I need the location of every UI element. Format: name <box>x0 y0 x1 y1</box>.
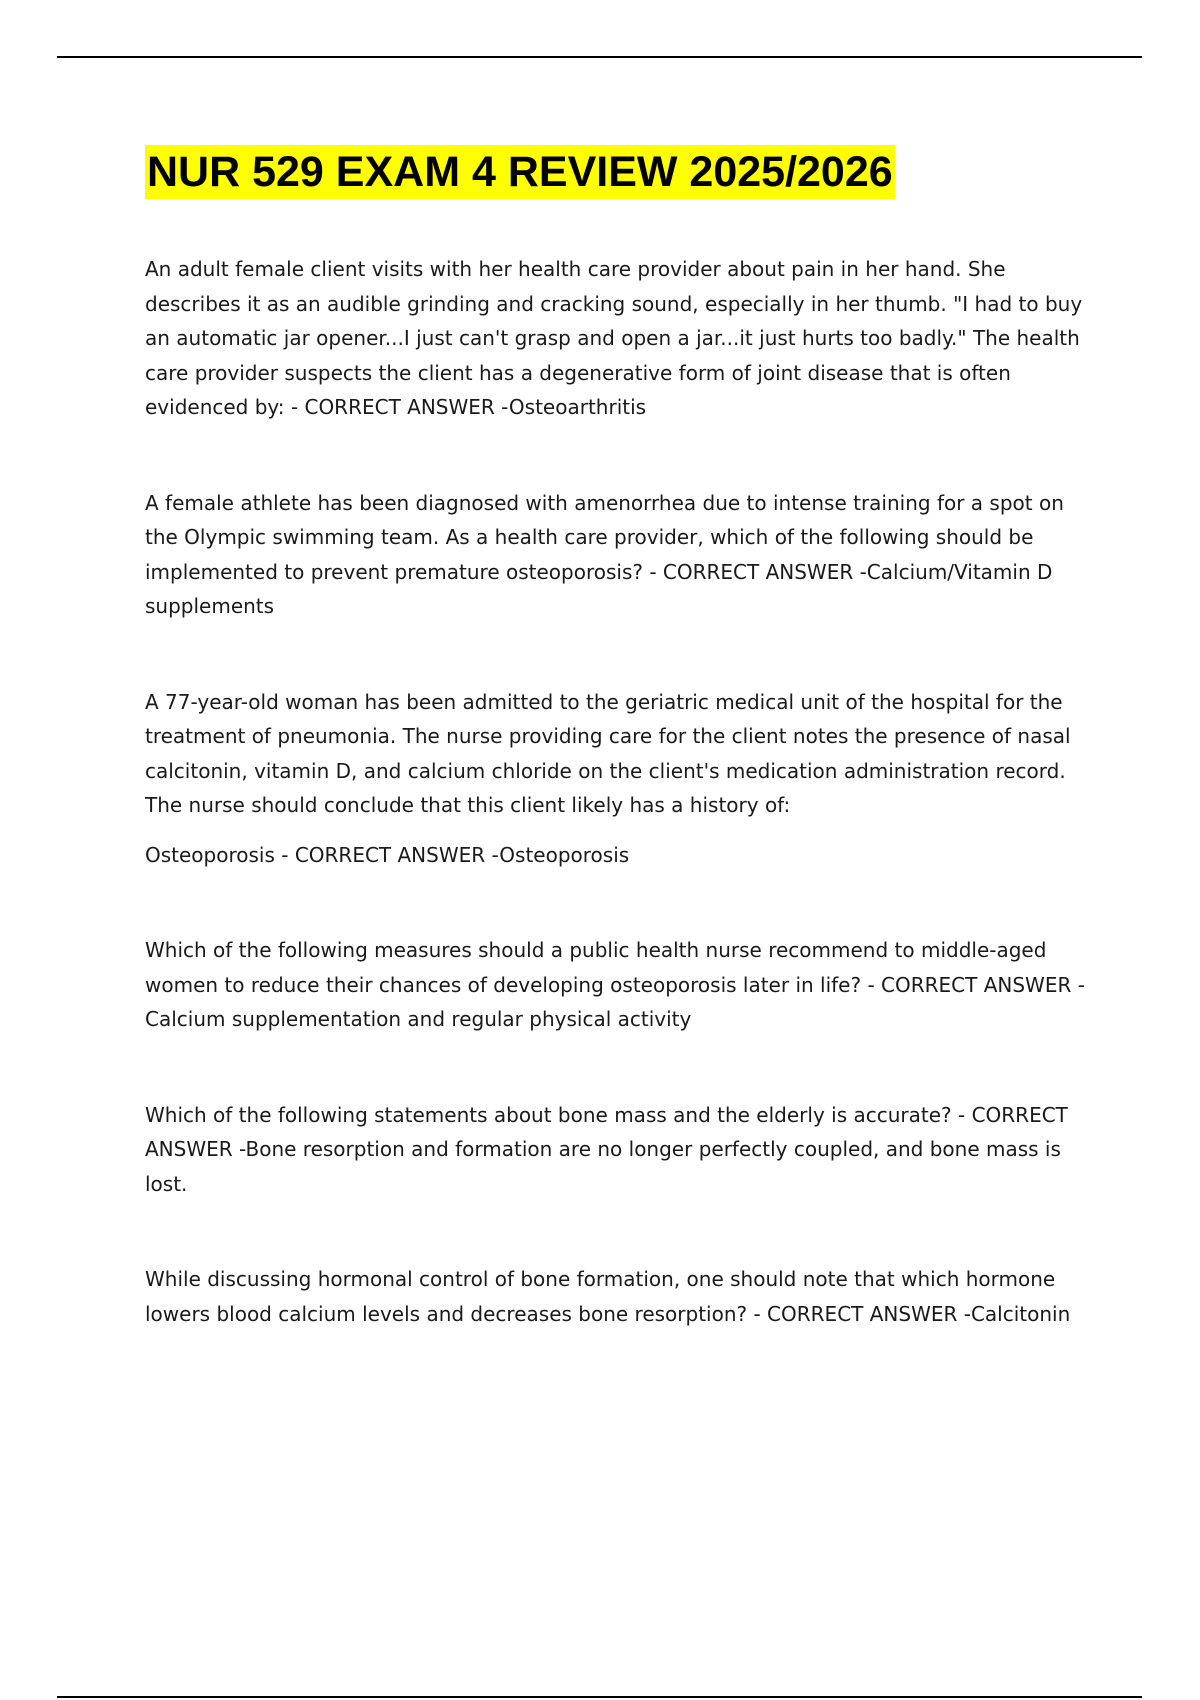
qa-text: An adult female client visits with her health care provider about pain in her hand. She describes it as an audible grinding and cracking sound, especially in her thumb. "I had to buy an automatic jar opener...I just can't grasp and open a jar...it just hurts too badly." The health care provider suspects the client has a degenerative form of joint disease that is often evidenced by: - CORRECT ANSWER -Osteoarthritis <box>145 257 1083 419</box>
qa-item <box>145 1262 1100 1331</box>
qa-text: A female athlete has been diagnosed with amenorrhea due to intense training for a spot on the Olympic swimming team. As a health care provider, which of the following should be implemented to prevent premature osteoporosis? - CORRECT ANSWER -Calcium/Vitamin D supplements <box>145 490 1064 618</box>
qa-text: While discussing hormonal control of bone formation, one should note that which hormone lowers blood calcium levels and decreases bone resorption? - CORRECT ANSWER -Calcitonin <box>145 1267 1071 1326</box>
qa-item <box>145 1098 1100 1202</box>
qa-item <box>145 685 1100 873</box>
qa-item <box>145 933 1100 1037</box>
qa-text: Which of the following measures should a public health nurse recommend to middle-aged women to reduce their chances of developing osteoporosis later in life? - CORRECT ANSWER - Calcium supplementation and regular physical activity <box>145 938 1085 1031</box>
top-rule <box>57 56 1142 58</box>
qa-text: Which of the following statements about bone mass and the elderly is accurate? - CORRECT ANSWER -Bone resorption and formation are no longer perfectly coupled, and bone mass is lost. <box>145 1102 1068 1196</box>
title-block <box>145 145 895 199</box>
bottom-rule <box>57 1696 1142 1698</box>
qa-item <box>145 486 1100 624</box>
qa-list <box>145 252 1100 1331</box>
qa-answer-line: Osteoporosis - CORRECT ANSWER -Osteoporosis <box>145 842 630 867</box>
document-title: NUR 529 EXAM 4 REVIEW 2025/2026 <box>145 145 895 199</box>
qa-item <box>145 252 1100 425</box>
qa-text: A 77-year-old woman has been admitted to the geriatric medical unit of the hospital for the treatment of pneumonia. The nurse providing care for the client notes the presence of nasal calcitonin, vitamin D, and calcium chloride on the client's medication administration record. The nurse should conclude that this client likely has a history of: <box>145 689 1071 817</box>
